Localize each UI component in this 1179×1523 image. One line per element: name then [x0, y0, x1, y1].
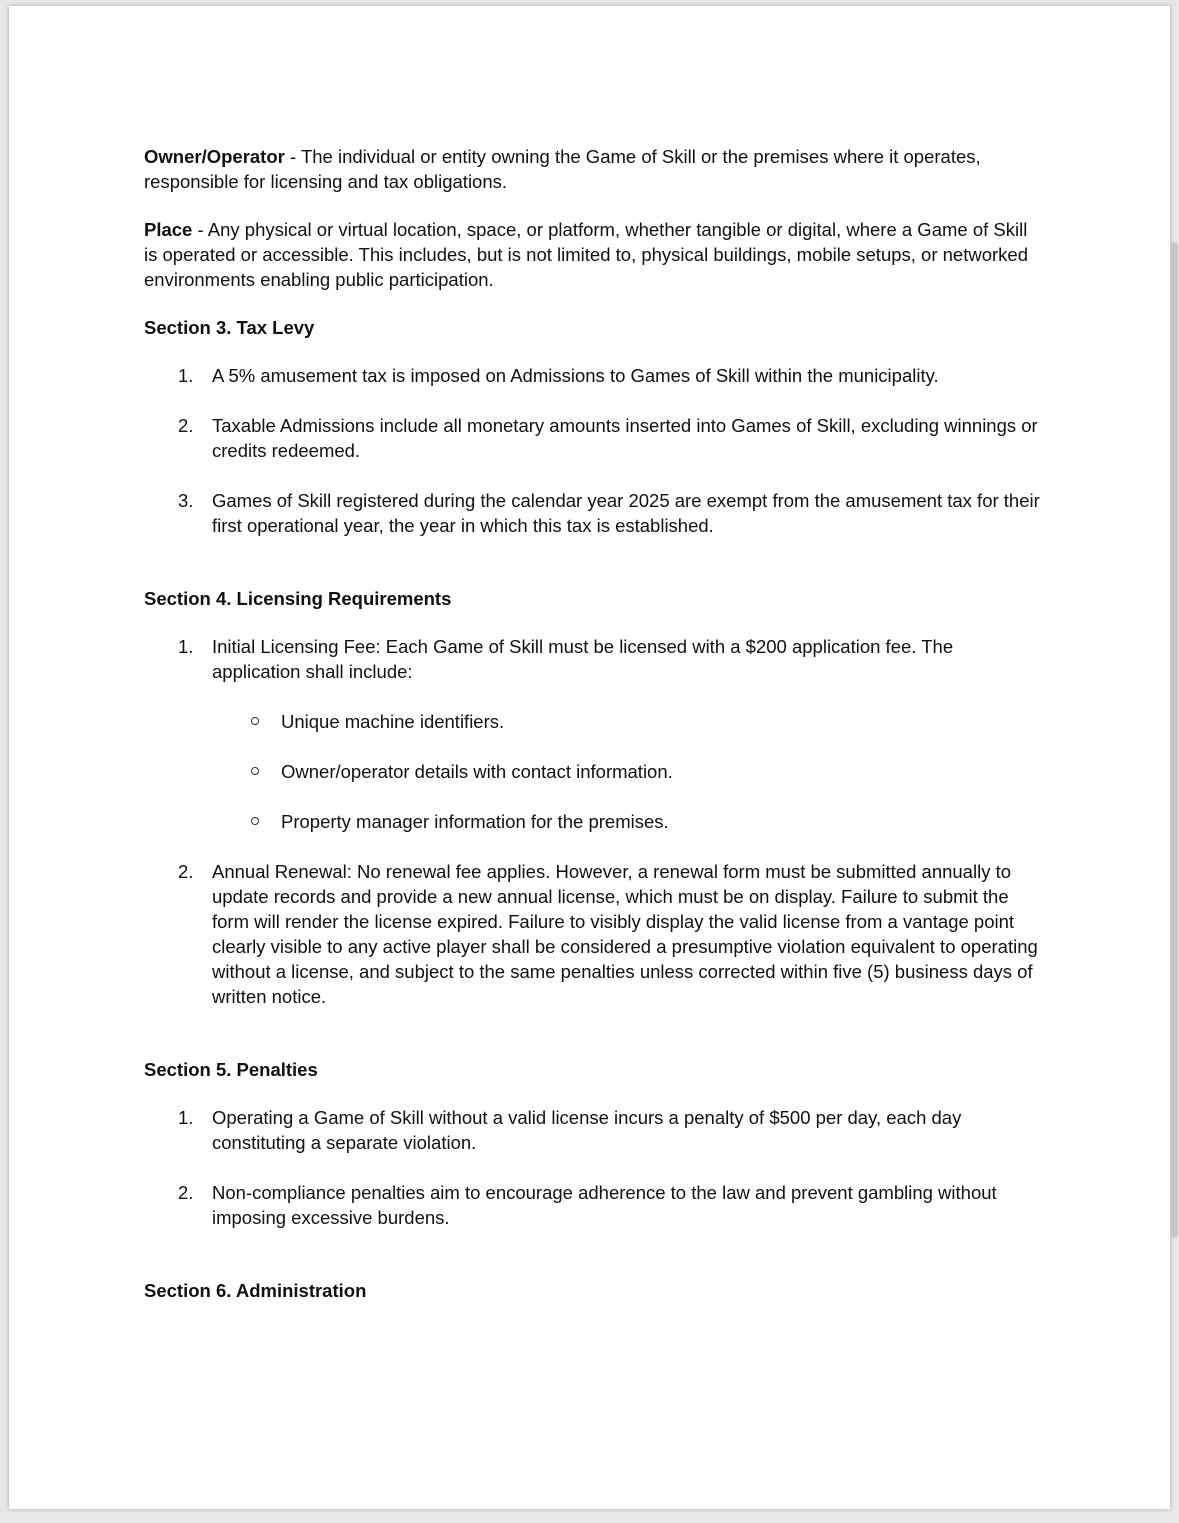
section-5-list	[144, 1105, 1044, 1230]
list-item-text: Games of Skill registered during the calendar year 2025 are exempt from the amusement tax for their first operational year, the year in which this tax is established.	[212, 490, 1040, 536]
list-number: 1.	[178, 636, 194, 657]
list-item-text: Operating a Game of Skill without a valid license incurs a penalty of $500 per day, each day constituting a separate violation.	[212, 1107, 962, 1153]
bullet-item	[212, 809, 1044, 834]
application-requirements-list	[212, 709, 1044, 834]
list-number: 1.	[178, 365, 194, 386]
section-3-heading: Section 3. Tax Levy	[144, 317, 315, 338]
hollow-bullet-icon	[251, 717, 259, 725]
definition-owner-operator	[144, 144, 1044, 194]
list-number: 1.	[178, 1107, 194, 1128]
section-5-heading: Section 5. Penalties	[144, 1059, 318, 1080]
document-content	[144, 144, 1044, 1303]
list-item-text: Non-compliance penalties aim to encourage adherence to the law and prevent gambling without imposing excessive burdens.	[212, 1182, 997, 1228]
list-item-text: Annual Renewal: No renewal fee applies. However, a renewal form must be submitted annually to update records and provide a new annual license, which must be on display. Failure to submit the form will render the license expired. Failure to visibly display the valid license from a vantage point clearly visible to any active player shall be considered a presumptive violation equivalent to operating without a license, and subject to the same penalties unless corrected within five (5) business days of written notice.	[212, 861, 1038, 1007]
bullet-item	[212, 709, 1044, 734]
definition-term: Place	[144, 219, 193, 240]
section-6-heading: Section 6. Administration	[144, 1280, 367, 1301]
list-item-text: Initial Licensing Fee: Each Game of Skill must be licensed with a $200 application fee. The application shall include:	[212, 636, 954, 682]
list-number: 3.	[178, 490, 194, 511]
list-item-text: A 5% amusement tax is imposed on Admissions to Games of Skill within the municipality.	[212, 365, 939, 386]
bullet-text: Owner/operator details with contact information.	[281, 761, 673, 782]
definition-text: - Any physical or virtual location, space, or platform, whether tangible or digital, where a Game of Skill is operated or accessible. This includes, but is not limited to, physical buildings, mobile setups, or networked environments enabling public participation.	[144, 219, 1028, 290]
document-page	[9, 6, 1170, 1509]
definition-place	[144, 217, 1044, 292]
list-number: 2.	[178, 1182, 194, 1203]
section-3-list	[144, 363, 1044, 538]
hollow-bullet-icon	[251, 817, 259, 825]
list-item	[144, 413, 1044, 463]
bullet-text: Property manager information for the premises.	[281, 811, 669, 832]
spacer	[144, 1255, 1044, 1278]
bullet-item	[212, 759, 1044, 784]
list-item	[144, 363, 1044, 388]
section-4-list	[144, 634, 1044, 1009]
list-item-text: Taxable Admissions include all monetary amounts inserted into Games of Skill, excluding winnings or credits redeemed.	[212, 415, 1038, 461]
list-number: 2.	[178, 861, 194, 882]
section-4-heading: Section 4. Licensing Requirements	[144, 588, 452, 609]
list-item	[144, 634, 1044, 834]
spacer	[144, 563, 1044, 586]
list-item	[144, 1105, 1044, 1155]
spacer	[144, 1034, 1044, 1057]
definition-term: Owner/Operator	[144, 146, 285, 167]
list-item	[144, 859, 1044, 1009]
vertical-scrollbar[interactable]	[1170, 242, 1178, 1238]
definition-text: - The individual or entity owning the Game of Skill or the premises where it operates, responsible for licensing and tax obligations.	[144, 146, 981, 192]
hollow-bullet-icon	[251, 767, 259, 775]
list-number: 2.	[178, 415, 194, 436]
list-item	[144, 488, 1044, 538]
bullet-text: Unique machine identifiers.	[281, 711, 505, 732]
list-item	[144, 1180, 1044, 1230]
